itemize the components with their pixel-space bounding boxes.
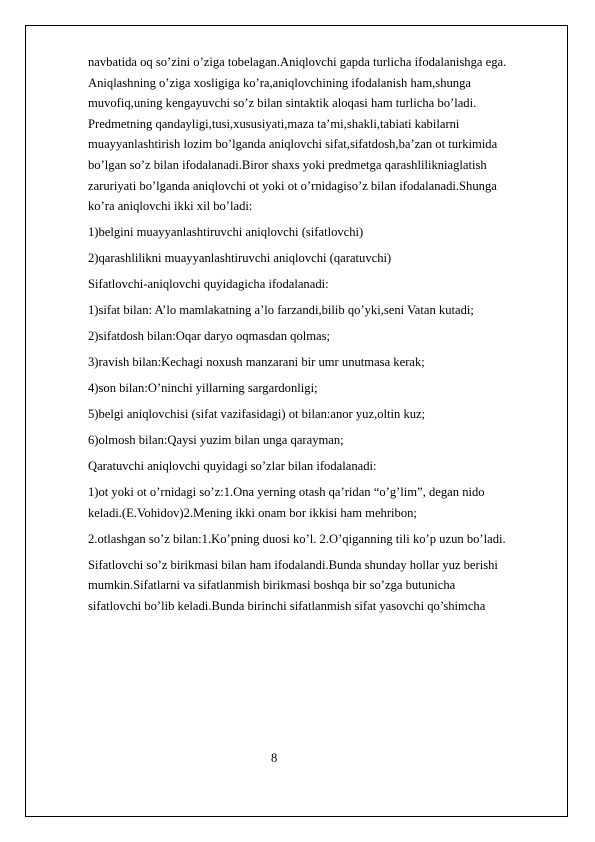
text-line: 2)sifatdosh bilan:Oqar daryo oqmasdan qolmas; — [88, 329, 331, 344]
text-line: sifatlovchi bo’lib keladi.Bunda birinchi sifatlanmish sifat yasovchi qo’shimcha — [88, 598, 486, 613]
text-line: 5)belgi aniqlovchisi (sifat vazifasidagi) ot bilan:anor yuz,oltin kuz; — [88, 407, 426, 422]
text-line: mumkin.Sifatlarni va sifatlanmish birikmasi boshqa bir so’zga butunicha — [88, 578, 456, 593]
text-line: Aniqlashning o’ziga xosligiga ko’ra,aniqlovchining ifodalanish ham,shunga — [88, 75, 471, 90]
text-line: 1)sifat bilan: A’lo mamlakatning a’lo farzandi,bilib qo’yki,seni Vatan kutadi; — [88, 303, 474, 318]
text-line: zaruriyati bo’lganda aniqlovchi ot yoki ot o’rnidagiso’z bilan ifodalanadi.Shunga — [88, 178, 497, 193]
document-body — [88, 52, 558, 616]
text-line: navbatida oq so’zini o’ziga tobelagan.Aniqlovchi gapda turlicha ifodalanishga ega. — [88, 55, 507, 69]
text-line: keladi.(E.Vohidov)2.Mening ikki onam bor ikkisi ham mehribon; — [88, 505, 417, 520]
text-line: 3)ravish bilan:Kechagi noxush manzarani bir umr unutmasa kerak; — [88, 355, 425, 370]
text-line: 4)son bilan:O’ninchi yillarning sargardonligi; — [88, 381, 318, 396]
text-line: 1)belgini muayyanlashtiruvchi aniqlovchi (sifatlovchi) — [88, 225, 364, 240]
text-line: bo’lgan so’z bilan ifodalanadi.Biror shaxs yoki predmetga qarashlilikniaglatish — [88, 157, 487, 172]
text-line: Sifatlovchi so’z birikmasi bilan ham ifodalandi.Bunda shunday hollar yuz berishi — [88, 557, 498, 572]
page-number: 8 — [271, 751, 278, 765]
text-line: Predmetning qandayligi,tusi,xususiyati,maza ta’mi,shakli,tabiati kabilarni — [88, 116, 460, 131]
text-line: 2)qarashlilikni muayyanlashtiruvchi aniqlovchi (qaratuvchi) — [88, 251, 392, 266]
text-line: Sifatlovchi-aniqlovchi quyidagicha ifodalanadi: — [88, 277, 329, 292]
text-line: 1)ot yoki ot o’rnidagi so’z:1.Ona yerning otash qa’ridan “o’g’lim”, degan nido — [88, 484, 485, 499]
text-line: Qaratuvchi aniqlovchi quyidagi so’zlar bilan ifodalanadi: — [88, 459, 377, 473]
text-line: muayyanlashtirish lozim bo’lganda aniqlovchi sifat,sifatdosh,ba’zan ot turkimida — [88, 137, 498, 152]
text-line: 6)olmosh bilan:Qaysi yuzim bilan unga qarayman; — [88, 433, 344, 448]
text-line: muvofiq,uning kengayuvchi so’z bilan sintaktik aloqasi ham turlicha bo’ladi. — [88, 96, 477, 111]
text-line: 2.otlashgan so’z bilan:1.Ko’pning duosi ko’l. 2.O’qiganning tili ko’p uzun bo’ladi. — [88, 531, 506, 546]
text-line: ko’ra aniqlovchi ikki xil bo’ladi: — [88, 199, 253, 214]
